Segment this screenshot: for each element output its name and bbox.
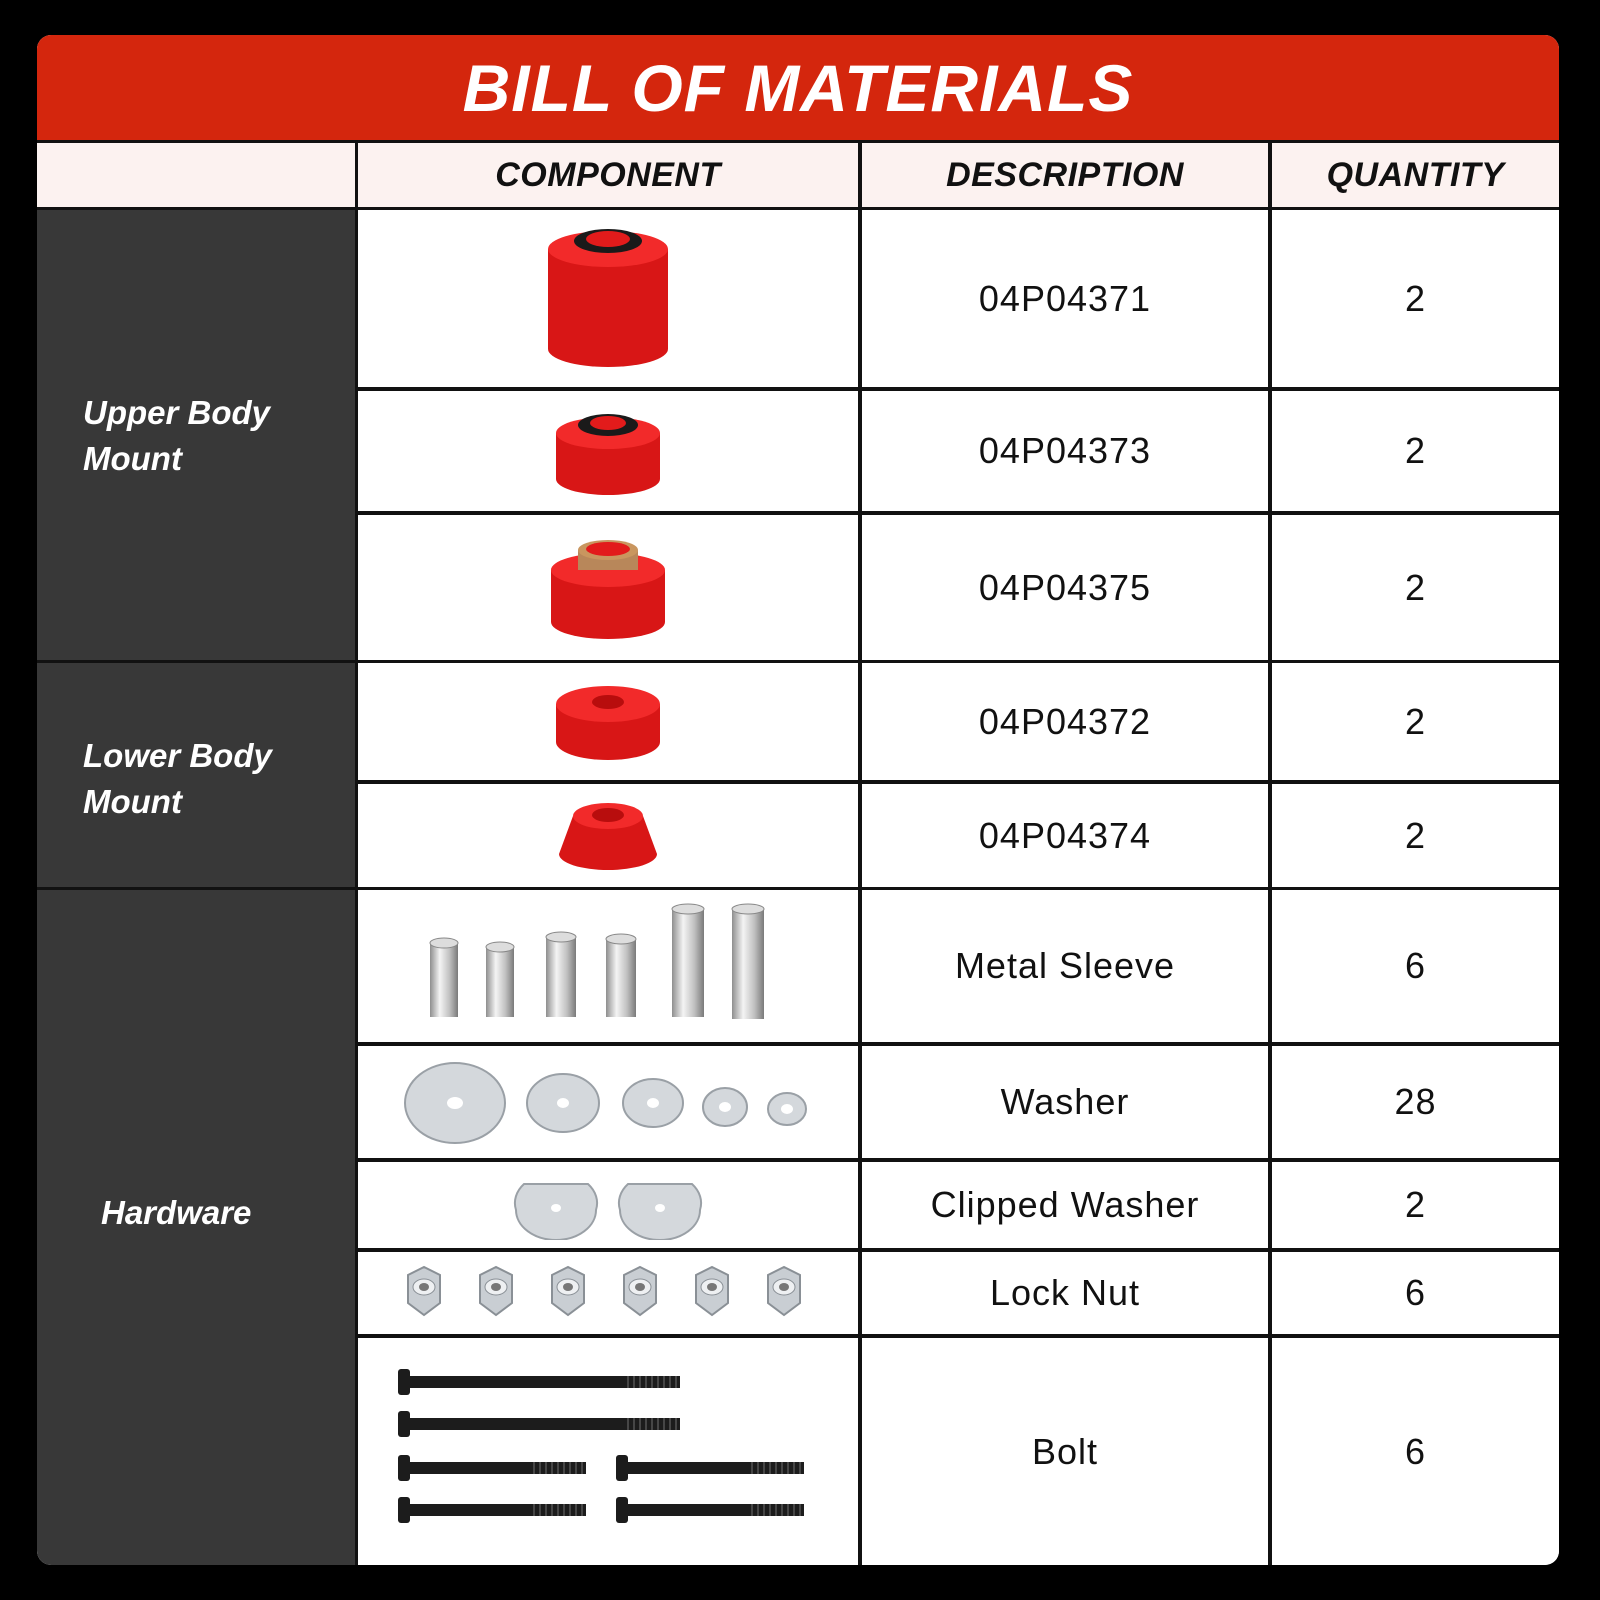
component-cell (358, 391, 858, 511)
group-label-line: Hardware (101, 1194, 252, 1231)
group-label-line: Lower Body (83, 737, 272, 774)
description-text: Bolt (1031, 1430, 1099, 1472)
header-description: DESCRIPTION (862, 143, 1268, 207)
grid-line (358, 1248, 1559, 1252)
group-hardware (37, 890, 355, 1565)
quantity-text: 2 (1404, 1184, 1427, 1225)
description-cell (862, 210, 1268, 387)
bolt-icon (398, 1367, 818, 1537)
description-text: Washer (1000, 1081, 1130, 1122)
description-text: Clipped Washer (930, 1184, 1200, 1225)
group-label (101, 1190, 251, 1236)
quantity-text: 2 (1404, 277, 1427, 319)
grid-line (37, 887, 1559, 890)
grid-line (358, 387, 1559, 391)
grid-line (37, 207, 1559, 210)
group-label (83, 733, 272, 825)
grid-line (358, 511, 1559, 515)
description-text: 04P04372 (978, 700, 1152, 742)
quantity-cell (1272, 1338, 1559, 1565)
group-lower-body-mount (37, 663, 355, 887)
grid-line (358, 1158, 1559, 1162)
component-cell (358, 1162, 858, 1248)
grid-line (358, 780, 1559, 784)
title-banner (37, 35, 1559, 141)
description-cell (862, 784, 1268, 887)
quantity-text: 6 (1404, 1430, 1427, 1472)
description-cell (862, 1162, 1268, 1248)
description-cell (862, 391, 1268, 511)
grid-line (358, 1334, 1559, 1338)
description-text: 04P04375 (978, 566, 1152, 608)
quantity-text: 2 (1404, 700, 1427, 742)
quantity-cell (1272, 515, 1559, 660)
description-cell (862, 1046, 1268, 1158)
header-quantity: QUANTITY (1272, 143, 1559, 207)
header-component: COMPONENT (358, 143, 858, 207)
description-cell (862, 663, 1268, 780)
quantity-cell (1272, 663, 1559, 780)
quantity-cell (1272, 890, 1559, 1042)
quantity-cell (1272, 391, 1559, 511)
group-label-line: Mount (83, 440, 182, 477)
quantity-cell (1272, 1162, 1559, 1248)
component-cell (358, 1338, 858, 1565)
lock-nut-icon (398, 1263, 818, 1323)
grid-line (355, 143, 358, 1565)
description-cell (862, 890, 1268, 1042)
component-cell (358, 515, 858, 660)
description-text: 04P04374 (978, 814, 1152, 856)
description-text: Lock Nut (989, 1272, 1141, 1313)
page-title: BILL OF MATERIALS (462, 51, 1134, 125)
description-text: 04P04373 (978, 430, 1152, 471)
quantity-text: 2 (1404, 430, 1427, 471)
quantity-text: 28 (1394, 1081, 1437, 1122)
clipped-washer-icon (508, 1170, 708, 1240)
metal-sleeve-icon (418, 901, 798, 1031)
red-cone-bushing-icon (553, 788, 663, 883)
quantity-cell (1272, 1252, 1559, 1334)
quantity-cell (1272, 210, 1559, 387)
grid-line (37, 140, 1559, 143)
grid-line (1268, 143, 1272, 1565)
quantity-text: 6 (1404, 945, 1427, 986)
component-cell (358, 663, 858, 780)
quantity-text: 2 (1404, 814, 1427, 856)
component-cell (358, 210, 858, 387)
grid-line (358, 1042, 1559, 1046)
description-cell (862, 1252, 1268, 1334)
description-cell (862, 515, 1268, 660)
quantity-text: 6 (1404, 1272, 1427, 1313)
washer-icon (403, 1057, 813, 1147)
short-red-bushing-icon (548, 401, 668, 501)
component-cell (358, 1046, 858, 1158)
component-cell (358, 1252, 858, 1334)
red-bushing-with-sleeve-icon (543, 528, 673, 648)
quantity-cell (1272, 1046, 1559, 1158)
tall-red-bushing-icon (538, 219, 678, 379)
description-text: 04P04371 (978, 277, 1152, 319)
group-label-line: Upper Body (83, 394, 271, 431)
group-label (83, 390, 270, 482)
description-cell (862, 1338, 1268, 1565)
header-blank-cell (37, 143, 355, 207)
grid-line (858, 143, 862, 1565)
description-text: Metal Sleeve (954, 945, 1176, 986)
grid-line (37, 660, 1559, 663)
component-cell (358, 890, 858, 1042)
group-upper-body-mount (37, 210, 355, 660)
bill-of-materials-card (37, 35, 1559, 1565)
red-puck-icon (548, 672, 668, 772)
quantity-cell (1272, 784, 1559, 887)
quantity-text: 2 (1404, 566, 1427, 608)
group-label-line: Mount (83, 783, 182, 820)
component-cell (358, 784, 858, 887)
